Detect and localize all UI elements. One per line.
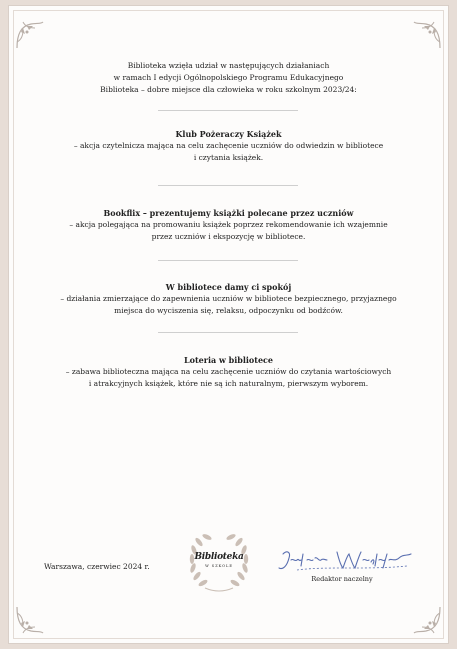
section-title: Bookflix – prezentujemy książki polecane przez uczniów: [103, 208, 354, 218]
place-date: Warszawa, czerwiec 2024 r.: [44, 562, 150, 571]
section-line: i czytania książek.: [193, 153, 264, 162]
intro-text: [39, 60, 418, 96]
corner-ornament-icon: [412, 20, 442, 50]
intro-line: Biblioteka wzięła udział w następujących działaniach: [127, 61, 330, 70]
section-line: – akcja czytelnicza mająca na celu zachęcenie uczniów do odwiedzin w bibliotece: [73, 141, 384, 150]
divider: [158, 332, 298, 333]
section-line: i atrakcyjnych książek, które nie są ich naturalnym, pierwszym wyborem.: [88, 379, 369, 388]
signature-label: Redaktor naczelny: [311, 575, 373, 583]
section-line: miejsca do wyciszenia się, relaksu, odpoczynku od bodźców.: [114, 306, 343, 315]
section-title: W bibliotece damy ci spokój: [165, 282, 292, 292]
section-line: – działania zmierzające do zapewnienia uczniów w bibliotece bezpiecznego, przyjaznego: [60, 294, 397, 303]
section-klub: [29, 128, 428, 164]
section-spokoj: [29, 281, 428, 317]
intro-line: w ramach I edycji Ogólnopolskiego Programu Edukacyjnego: [113, 73, 344, 82]
section-title: Klub Pożeraczy Książek: [175, 129, 282, 139]
section-line: przez uczniów i ekspozycję w bibliotece.: [151, 232, 306, 241]
section-line: – akcja polegająca na promowaniu książek poprzez rekomendowanie ich wzajemnie: [69, 220, 388, 229]
divider: [158, 185, 298, 186]
corner-ornament-icon: [15, 20, 45, 50]
divider: [158, 260, 298, 261]
certificate-page: [9, 6, 448, 643]
seal-title: Biblioteka: [194, 552, 244, 562]
section-loteria: [29, 354, 428, 390]
corner-ornament-icon: [412, 605, 442, 635]
divider: [158, 110, 298, 111]
section-line: – zabawa biblioteczna mająca na celu zachęcenie uczniów do czytania wartościowych: [65, 367, 392, 376]
section-bookflix: [29, 207, 428, 243]
signature: [277, 548, 413, 574]
corner-ornament-icon: [15, 605, 45, 635]
library-seal: [183, 526, 255, 598]
seal-subtitle: W SZKOLE: [205, 564, 233, 568]
intro-line: Biblioteka – dobre miejsce dla człowieka w roku szkolnym 2023/24:: [100, 85, 357, 94]
laurel-wreath-icon: [183, 526, 255, 598]
section-title: Loteria w bibliotece: [183, 355, 274, 365]
